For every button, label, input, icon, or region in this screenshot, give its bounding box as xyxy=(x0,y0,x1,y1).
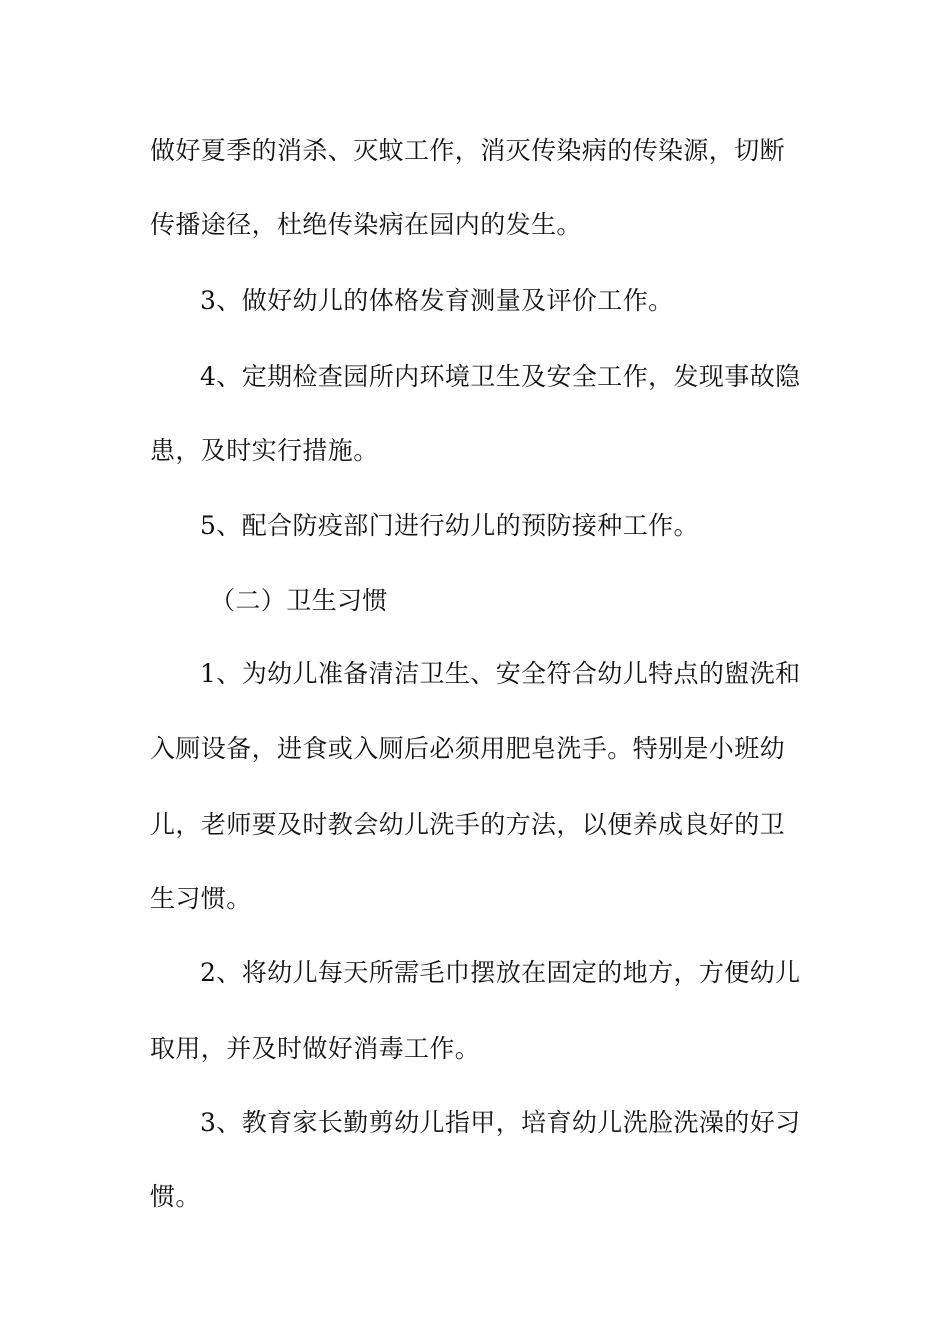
text-line: 2、将幼儿每天所需毛巾摆放在固定的地方，方便幼儿 xyxy=(200,958,801,987)
text-line: 1、为幼儿准备清洁卫生、安全符合幼儿特点的盥洗和 xyxy=(200,659,801,688)
text-line: 患，及时实行措施。 xyxy=(150,436,379,465)
text-line: 传播途径，杜绝传染病在园内的发生。 xyxy=(150,210,582,239)
text-line: 入厕设备，进食或入厕后必须用肥皂洗手。特别是小班幼 xyxy=(150,734,786,763)
text-line: 5、配合防疫部门进行幼儿的预防接种工作。 xyxy=(200,511,699,540)
text-line: 4、定期检查园所内环境卫生及安全工作，发现事故隐 xyxy=(200,362,801,391)
text-line: 做好夏季的消杀、灭蚊工作，消灭传染病的传染源，切断 xyxy=(150,136,786,165)
text-line: 儿，老师要及时教会幼儿洗手的方法，以便养成良好的卫 xyxy=(150,810,786,839)
text-line: 取用，并及时做好消毒工作。 xyxy=(150,1034,481,1063)
text-line: 生习惯。 xyxy=(150,884,252,913)
section-heading: （二）卫生习惯 xyxy=(210,586,388,615)
text-line: 3、教育家长勤剪幼儿指甲，培育幼儿洗脸洗澡的好习 xyxy=(200,1108,801,1137)
text-line: 3、做好幼儿的体格发育测量及评价工作。 xyxy=(200,286,674,315)
text-line: 惯。 xyxy=(150,1182,201,1211)
